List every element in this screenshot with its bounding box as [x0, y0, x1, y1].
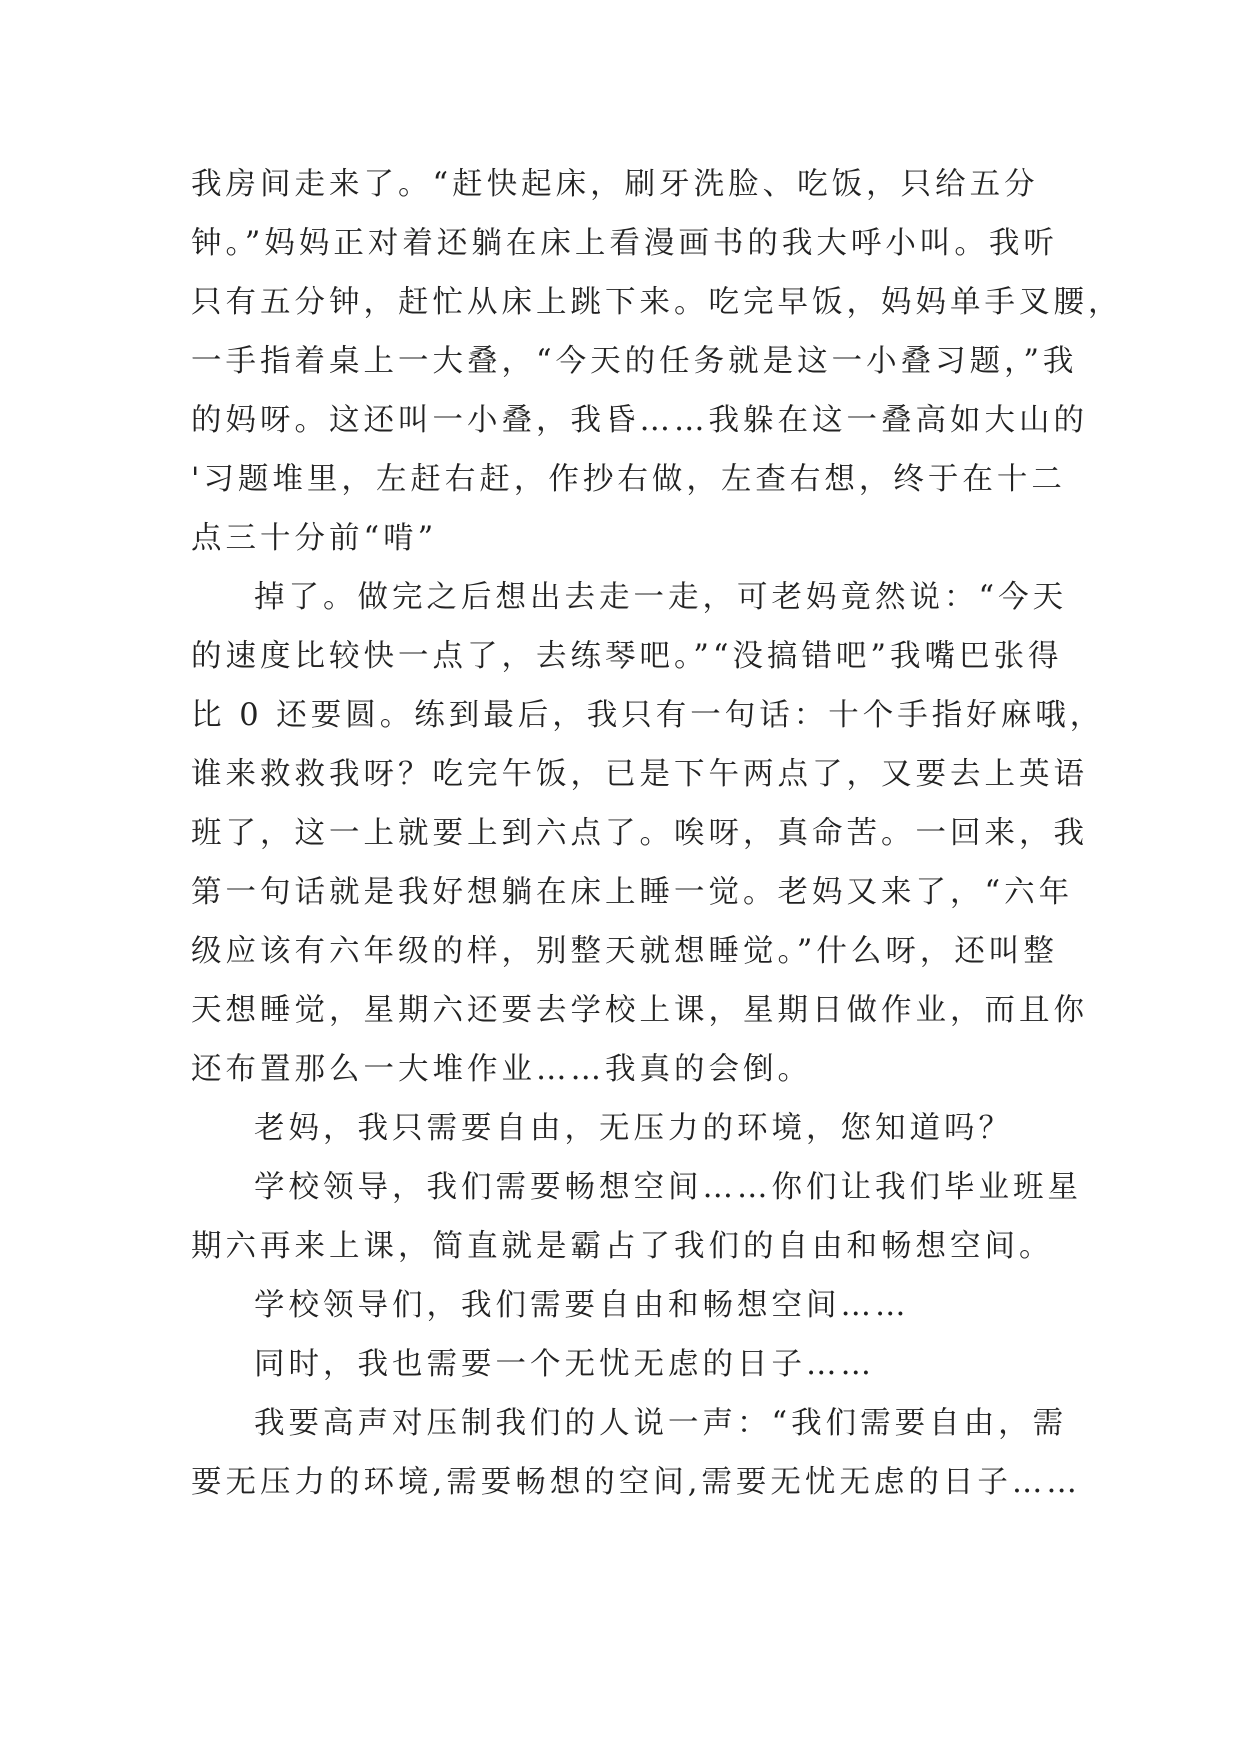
text-line: 班了，这一上就要上到六点了。唉呀，真命苦。一回来，我 [191, 816, 1088, 851]
text-line: 同时，我也需要一个无忧无虑的日子…… [254, 1347, 875, 1382]
text-line: 还布置那么一大堆作业……我真的会倒。 [191, 1052, 812, 1087]
text-line: 学校领导们，我们需要自由和畅想空间…… [254, 1288, 910, 1323]
text-line: 点三十分前“啃” [191, 521, 438, 556]
text-line: 天想睡觉，星期六还要去学校上课，星期日做作业，而且你 [191, 993, 1088, 1028]
text-line: 老妈，我只需要自由，无压力的环境，您知道吗？ [254, 1111, 1013, 1146]
body-text [191, 155, 1123, 1512]
text-line: 比 0 还要圆。练到最后，我只有一句话：十个手指好麻哦， [191, 698, 1105, 733]
text-line: 一手指着桌上一大叠，“今天的任务就是这一小叠习题，”我 [191, 344, 1078, 379]
text-line: 要无压力的环境,需要畅想的空间,需要无忧无虑的日子…… [191, 1465, 1081, 1500]
text-line: 谁来救救我呀？吃完午饭，已是下午两点了，又要去上英语 [191, 757, 1088, 792]
text-line: '习题堆里，左赶右赶，作抄右做，左查右想，终于在十二 [191, 462, 1066, 497]
text-line: 钟。”妈妈正对着还躺在床上看漫画书的我大呼小叫。我听 [191, 226, 1058, 261]
text-line: 的速度比较快一点了，去练琴吧。”“没搞错吧”我嘴巴张得 [191, 639, 1063, 674]
text-line: 第一句话就是我好想躺在床上睡一觉。老妈又来了，“六年 [191, 875, 1074, 910]
text-line: 掉了。做完之后想出去走一走，可老妈竟然说：“今天 [254, 580, 1068, 615]
text-line: 期六再来上课，简直就是霸占了我们的自由和畅想空间。 [191, 1229, 1054, 1264]
text-line: 学校领导，我们需要畅想空间……你们让我们毕业班星 [254, 1170, 1082, 1205]
text-line: 我要高声对压制我们的人说一声：“我们需要自由，需 [254, 1406, 1068, 1441]
text-line: 的妈呀。这还叫一小叠，我昏……我躲在这一叠高如大山的 [191, 403, 1088, 438]
text-line: 级应该有六年级的样，别整天就想睡觉。”什么呀，还叫整 [191, 934, 1058, 969]
text-line: 我房间走来了。“赶快起床，刷牙洗脸、吃饭，只给五分 [191, 167, 1039, 202]
text-line: 只有五分钟，赶忙从床上跳下来。吃完早饭，妈妈单手叉腰， [191, 285, 1123, 320]
